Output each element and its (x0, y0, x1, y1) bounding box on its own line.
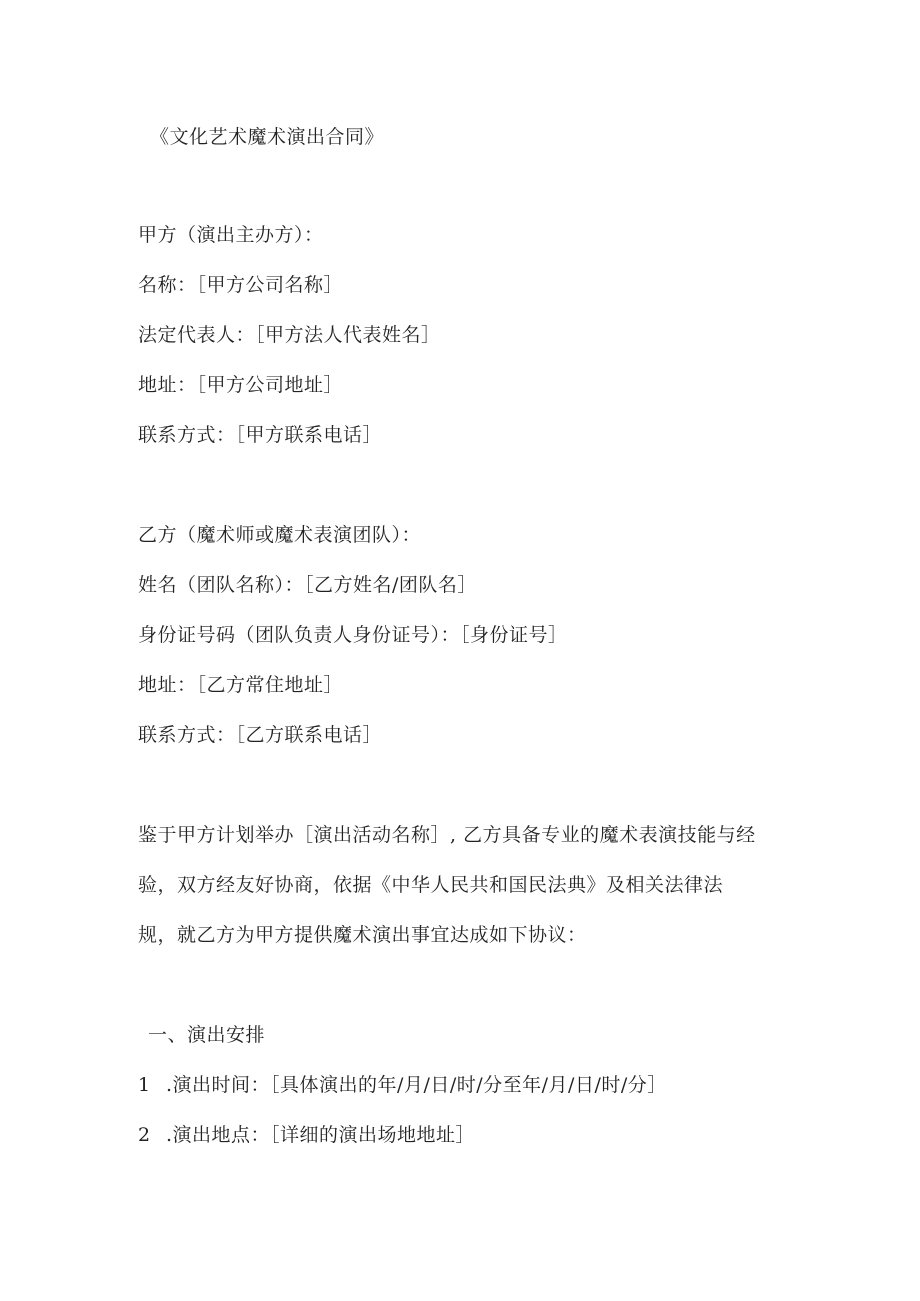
party-b-name: 姓名（团队名称）：［乙方姓名/团队名］ (138, 574, 477, 596)
party-a-name: 名称：［甲方公司名称］ (138, 274, 344, 296)
party-b-contact: 联系方式：［乙方联系电话］ (138, 724, 383, 746)
preamble-line-3: 规，就乙方为甲方提供魔术演出事宜达成如下协议： (138, 924, 587, 946)
party-b-id-number: 身份证号码（团队负责人身份证号）：［身份证号］ (138, 624, 568, 646)
item-text: .演出时间：［具体演出的年/月/日/时/分至年/月/日/时/分］ (166, 1074, 667, 1096)
party-a-address: 地址：［甲方公司地址］ (138, 374, 344, 396)
party-a-contact: 联系方式：［甲方联系电话］ (138, 424, 383, 446)
preamble-line-2: 验，双方经友好协商，依据《中华人民共和国民法典》及相关法律法 (138, 874, 724, 896)
section-1-item-1 (138, 1076, 667, 1095)
party-a-representative: 法定代表人：［甲方法人代表姓名］ (138, 324, 441, 346)
item-number: 1 (138, 1074, 151, 1096)
section-1-heading: 一、演出安排 (148, 1024, 266, 1046)
section-1-item-2 (138, 1126, 475, 1145)
item-text: .演出地点：［详细的演出场地地址］ (166, 1124, 476, 1146)
item-number: 2 (138, 1124, 151, 1146)
preamble-line-1: 鉴于甲方计划举办［演出活动名称］, 乙方具备专业的魔术表演技能与经 (138, 824, 756, 846)
party-a-heading: 甲方（演出主办方）： (138, 224, 324, 246)
document-title: 《文化艺术魔术演出合同》 (150, 126, 385, 148)
party-b-heading: 乙方（魔术师或魔术表演团队）： (138, 524, 422, 546)
party-b-address: 地址：［乙方常住地址］ (138, 674, 344, 696)
